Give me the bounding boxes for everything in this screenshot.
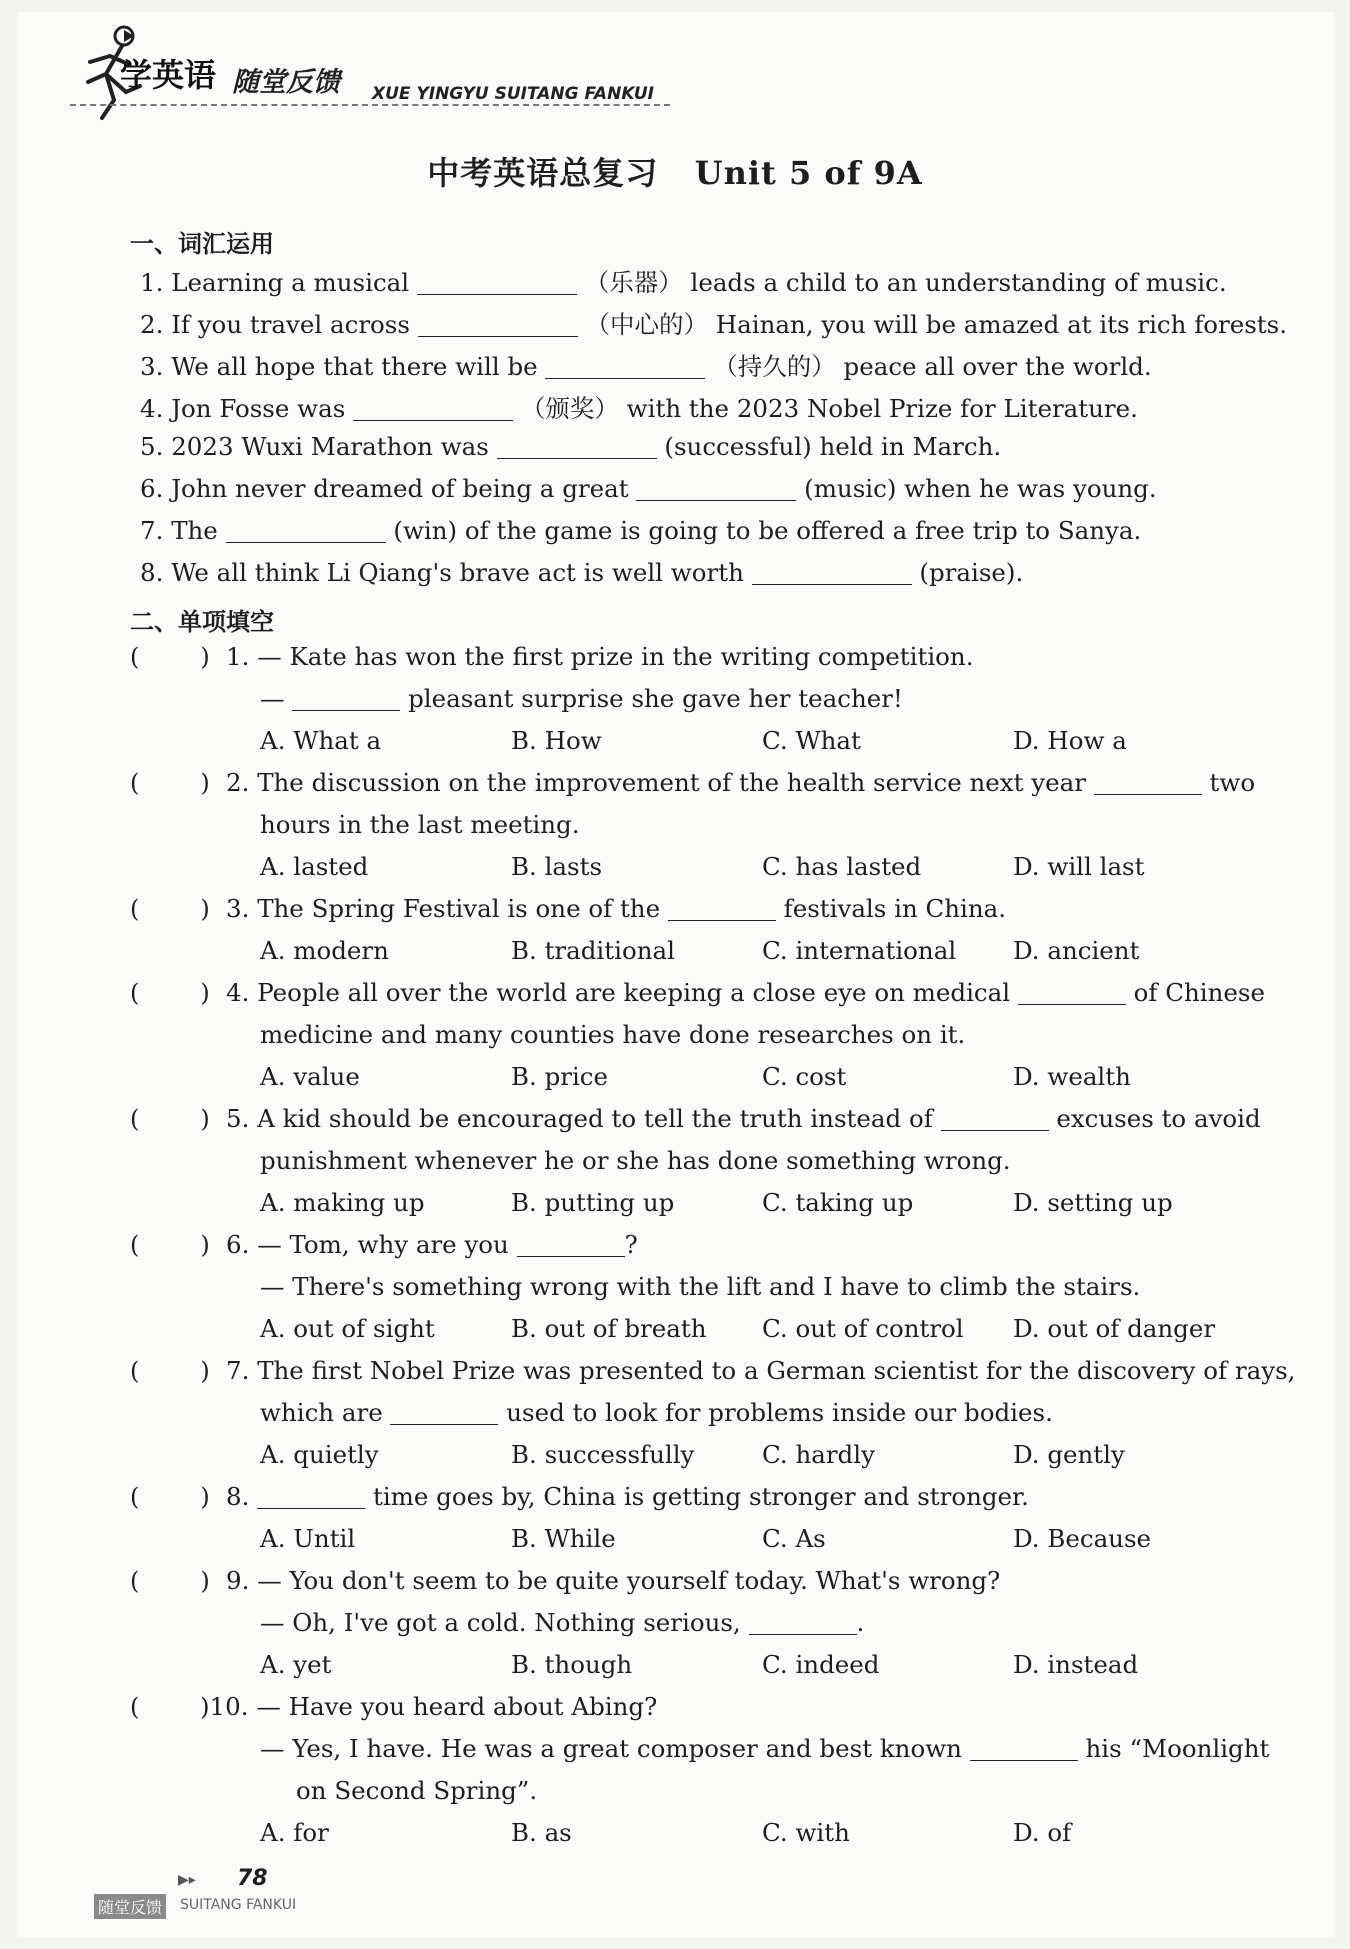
item-text-after: （颁奖） with the 2023 Nobel Prize for Literature.: [513, 394, 1138, 423]
question-number: 1.: [226, 642, 250, 671]
question-line: — There's something wrong with the lift and I have to climb the stairs.: [260, 1272, 1141, 1301]
answer-paren[interactable]: ( ): [130, 1231, 210, 1259]
question-line: [260, 684, 903, 713]
question-number: 9.: [226, 1566, 250, 1595]
option-a[interactable]: A. modern: [260, 936, 389, 965]
item-text-after: （持久的） peace all over the world.: [705, 352, 1152, 381]
item-text-before: 2023 Wuxi Marathon was: [171, 432, 497, 461]
question-line: [226, 978, 1265, 1007]
item-text-before: We all hope that there will be: [171, 352, 546, 381]
answer-blank[interactable]: [497, 432, 657, 459]
question-line: [226, 768, 1255, 797]
question-text: — Have you heard about Abing?: [256, 1692, 658, 1721]
question-text: — Oh, I've got a cold. Nothing serious,: [260, 1608, 749, 1637]
section2-title: 二、单项填空: [130, 608, 274, 636]
question-text: — You don't seem to be quite yourself today. What's wrong?: [257, 1566, 1001, 1595]
answer-blank[interactable]: [1018, 978, 1126, 1005]
option-c[interactable]: C. has lasted: [762, 852, 922, 881]
question-number: 2.: [226, 768, 250, 797]
item-number: 7.: [140, 516, 164, 545]
item-number: 4.: [140, 394, 164, 423]
answer-blank[interactable]: [970, 1734, 1078, 1761]
question-line: [200, 1692, 657, 1721]
brand-title-en: XUE YINGYU SUITANG FANKUI: [372, 84, 655, 104]
option-c[interactable]: C. hardly: [762, 1440, 875, 1469]
question-line: [226, 642, 973, 671]
option-b[interactable]: B. traditional: [511, 936, 675, 965]
item-text-before: Learning a musical: [171, 268, 417, 297]
footer-label-en: SUITANG FANKUI: [180, 1897, 297, 1913]
option-a[interactable]: A. for: [260, 1818, 329, 1847]
question-number: 5.: [226, 1104, 250, 1133]
item-text-before: We all think Li Qiang's brave act is well worth: [171, 558, 752, 587]
answer-paren[interactable]: ( ): [130, 1357, 210, 1385]
question-text: — Kate has won the first prize in the writing competition.: [257, 642, 974, 671]
item-number: 6.: [140, 474, 164, 503]
question-text: .: [856, 1608, 865, 1637]
option-c[interactable]: C. out of control: [762, 1314, 964, 1343]
question-text: —: [260, 684, 293, 713]
page-number: 78: [237, 1866, 268, 1891]
option-b[interactable]: B. as: [511, 1818, 572, 1847]
page-title: 中考英语总复习 Unit 5 of 9A: [427, 154, 923, 192]
option-b[interactable]: B. out of breath: [511, 1314, 707, 1343]
question-number: 6.: [226, 1230, 250, 1259]
option-a[interactable]: A. making up: [260, 1188, 425, 1217]
item-text-after: （中心的） Hainan, you will be amazed at its rich forests.: [577, 310, 1288, 339]
item-text-after: (successful) held in March.: [656, 432, 1002, 461]
question-line: [260, 1608, 864, 1637]
item-number: 8.: [140, 558, 164, 587]
answer-blank[interactable]: [353, 394, 513, 421]
option-a[interactable]: A. What a: [260, 726, 382, 755]
question-number: 4.: [226, 978, 250, 1007]
option-d[interactable]: D. setting up: [1013, 1188, 1173, 1217]
question-number: 8.: [226, 1482, 250, 1511]
question-text: festivals in China.: [775, 894, 1007, 923]
answer-blank[interactable]: [545, 352, 705, 379]
vocab-item: [140, 516, 1141, 545]
brand-subtitle-cn: 随堂反馈: [232, 67, 340, 98]
option-c[interactable]: C. with: [762, 1818, 850, 1847]
question-text: People all over the world are keeping a close eye on medical: [257, 978, 1018, 1007]
vocab-item: [140, 348, 1152, 383]
question-text: ?: [624, 1230, 638, 1259]
double-arrow-icon: ▶▸: [178, 1872, 196, 1888]
option-b[interactable]: B. though: [511, 1650, 633, 1679]
vocab-item: [140, 558, 1023, 587]
item-text-before: The: [171, 516, 226, 545]
option-c[interactable]: C. international: [762, 936, 957, 965]
option-a[interactable]: A. yet: [260, 1650, 332, 1679]
question-number: 3.: [226, 894, 250, 923]
answer-blank[interactable]: [941, 1104, 1049, 1131]
item-number: 5.: [140, 432, 164, 461]
item-text-after: （乐器） leads a child to an understanding of music.: [576, 268, 1227, 297]
question-line: [260, 1734, 1269, 1763]
answer-blank[interactable]: [292, 684, 400, 711]
question-line: medicine and many counties have done researches on it.: [260, 1020, 966, 1049]
question-line: hours in the last meeting.: [260, 810, 580, 839]
option-b[interactable]: B. lasts: [511, 852, 603, 881]
section1-title: 一、词汇运用: [130, 230, 274, 258]
option-c[interactable]: C. taking up: [762, 1188, 914, 1217]
question-line: [226, 1482, 1029, 1511]
question-text: his “Moonlight: [1077, 1734, 1270, 1763]
answer-paren[interactable]: ( ): [130, 769, 210, 797]
option-a[interactable]: A. lasted: [260, 852, 369, 881]
question-number: 7.: [226, 1356, 250, 1385]
item-text-after: (praise).: [911, 558, 1024, 587]
option-d[interactable]: D. instead: [1013, 1650, 1139, 1679]
answer-blank[interactable]: [226, 516, 386, 543]
answer-blank[interactable]: [1094, 768, 1202, 795]
option-b[interactable]: B. price: [511, 1062, 609, 1091]
option-c[interactable]: C. indeed: [762, 1650, 880, 1679]
question-line: [226, 1566, 1000, 1595]
question-line: [226, 894, 1006, 923]
answer-paren[interactable]: (: [130, 1693, 193, 1721]
header-logo: [60, 12, 700, 122]
header-divider: [70, 104, 670, 106]
question-text: which are: [260, 1398, 391, 1427]
question-number: )10.: [200, 1692, 249, 1721]
answer-blank[interactable]: [749, 1608, 857, 1635]
option-a[interactable]: A. value: [260, 1062, 360, 1091]
item-text-before: John never dreamed of being a great: [171, 474, 637, 503]
answer-blank[interactable]: [636, 474, 796, 501]
question-line: punishment whenever he or she has done something wrong.: [260, 1146, 1011, 1175]
question-text: pleasant surprise she gave her teacher!: [400, 684, 903, 713]
item-text-before: If you travel across: [171, 310, 418, 339]
option-b[interactable]: B. successfully: [511, 1440, 695, 1469]
answer-paren[interactable]: ( ): [130, 1567, 210, 1595]
question-text: time goes by, China is getting stronger and stronger.: [365, 1482, 1029, 1511]
answer-blank[interactable]: [390, 1398, 498, 1425]
question-text: — Yes, I have. He was a great composer and best known: [260, 1734, 970, 1763]
question-text: The discussion on the improvement of the health service next year: [257, 768, 1094, 797]
answer-blank[interactable]: [417, 268, 577, 295]
item-number: 2.: [140, 310, 164, 339]
answer-blank[interactable]: [257, 1482, 365, 1509]
question-text: The Spring Festival is one of the: [257, 894, 668, 923]
question-text: used to look for problems inside our bodies.: [498, 1398, 1053, 1427]
answer-blank[interactable]: [752, 558, 912, 585]
option-a[interactable]: A. Until: [260, 1524, 356, 1553]
option-c[interactable]: C. cost: [762, 1062, 847, 1091]
answer-blank[interactable]: [418, 310, 578, 337]
option-a[interactable]: A. quietly: [260, 1440, 379, 1469]
question-line: [226, 1230, 638, 1259]
answer-blank[interactable]: [517, 1230, 625, 1257]
option-b[interactable]: B. How: [511, 726, 602, 755]
option-a[interactable]: A. out of sight: [260, 1314, 435, 1343]
vocab-item: [140, 264, 1227, 299]
question-line: [260, 1398, 1053, 1427]
question-text: two: [1201, 768, 1256, 797]
answer-paren[interactable]: ( ): [130, 1105, 210, 1133]
option-d[interactable]: D. wealth: [1013, 1062, 1131, 1091]
answer-paren[interactable]: ( ): [130, 643, 210, 671]
answer-paren[interactable]: ( ): [130, 1483, 210, 1511]
option-c[interactable]: C. What: [762, 726, 861, 755]
answer-blank[interactable]: [668, 894, 776, 921]
vocab-item: [140, 474, 1157, 503]
question-text: The first Nobel Prize was presented to a German scientist for the discovery of rays,: [257, 1356, 1296, 1385]
option-d[interactable]: D. gently: [1013, 1440, 1125, 1469]
option-d[interactable]: D. of: [1013, 1818, 1072, 1847]
option-b[interactable]: B. putting up: [511, 1188, 675, 1217]
answer-paren[interactable]: ( ): [130, 979, 210, 1007]
question-text: — Tom, why are you: [257, 1230, 517, 1259]
vocab-item: [140, 432, 1001, 461]
question-line: [226, 1104, 1261, 1133]
item-text-after: (win) of the game is going to be offered a free trip to Sanya.: [385, 516, 1142, 545]
option-b[interactable]: B. While: [511, 1524, 616, 1553]
vocab-item: [140, 306, 1287, 341]
option-d[interactable]: D. Because: [1013, 1524, 1152, 1553]
item-number: 1.: [140, 268, 164, 297]
option-d[interactable]: D. out of danger: [1013, 1314, 1216, 1343]
item-text-after: (music) when he was young.: [796, 474, 1157, 503]
question-text: A kid should be encouraged to tell the truth instead of: [257, 1104, 941, 1133]
page-sheet: [18, 12, 1334, 1937]
question-line: [226, 1356, 1295, 1385]
question-text: of Chinese: [1125, 978, 1265, 1007]
option-d[interactable]: D. How a: [1013, 726, 1127, 755]
vocab-item: [140, 390, 1138, 425]
option-d[interactable]: D. ancient: [1013, 936, 1140, 965]
item-number: 3.: [140, 352, 164, 381]
option-c[interactable]: C. As: [762, 1524, 826, 1553]
question-text: excuses to avoid: [1048, 1104, 1261, 1133]
answer-paren[interactable]: ( ): [130, 895, 210, 923]
option-d[interactable]: D. will last: [1013, 852, 1145, 881]
footer-label: 随堂反馈: [94, 1894, 166, 1919]
brand-title-cn: 学英语: [120, 56, 217, 94]
question-line: on Second Spring”.: [296, 1776, 538, 1805]
item-text-before: Jon Fosse was: [171, 394, 354, 423]
